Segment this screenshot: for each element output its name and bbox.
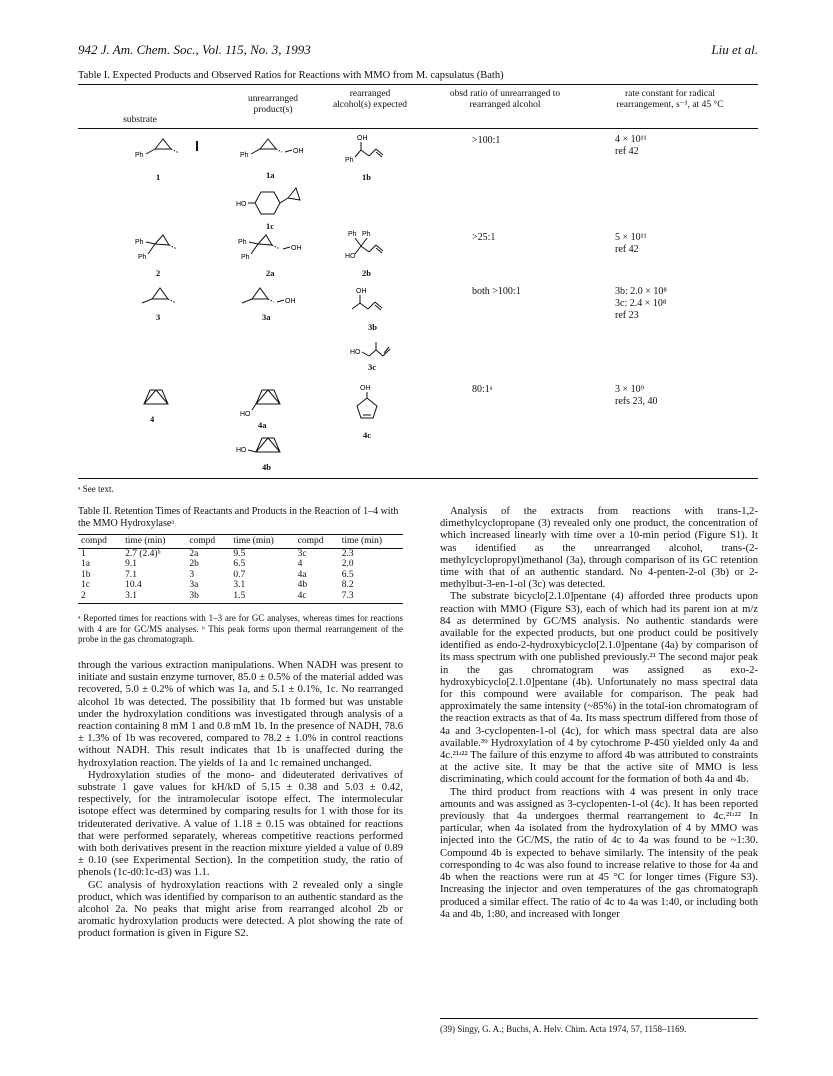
svg-text:OH: OH [293, 148, 304, 155]
col-rate: rate constant for radical rearrangement, s⁻¹, at 45 °C [616, 89, 724, 110]
left-column [78, 660, 403, 941]
table1-caption: Table I. Expected Products and Observed Ratios for Reactions with MMO from M. capsulatus (Bath) [78, 70, 504, 81]
structure-3c [350, 338, 405, 362]
structure-2b [345, 228, 405, 264]
rate-3c: 3c: 2.4 × 10⁸ [615, 298, 667, 309]
col-rearranged: rearranged alcohol(s) expected [332, 89, 408, 110]
rate-1-ref: ref 42 [615, 146, 639, 157]
paragraph: Hydroxylation studies of the mono- and dideuterated derivatives of substrate 1 gave values for kH/kD of 5.15 ± 0.38 and 5.03 ± 0.42, respectively, for the intramolecular isotope effect. The intermolecular isotope effect was determined by comparing results for 1 with those for its trideuterated derivative. A value of 1.18 ± 0.15 was obtained for reactions that were performed separately, whereas competitive reactions performed with both derivatives present in the reaction mixture yielded a value of 0.89 ± 0.10 (see Experimental Section). In the competition study, the ratio of phenols (1c-d0:1c-d3) was 1.1. [78, 769, 403, 879]
table1-footnote: ᵃ See text. [78, 484, 114, 494]
table1-header-rule [78, 128, 758, 129]
rate-4-ref: refs 23, 40 [615, 396, 658, 407]
right-column [440, 506, 758, 921]
table2 [78, 534, 403, 604]
col-substrate: substrate [123, 115, 157, 125]
svg-text:OH: OH [291, 245, 302, 252]
svg-text:OH: OH [285, 298, 296, 305]
table-row: 1 2.7 (2.4)ᵇ 2a 9.5 3c 2.3 [81, 548, 354, 559]
structure-4a [240, 384, 295, 418]
rate-2-ref: ref 42 [615, 244, 639, 255]
running-header [78, 42, 758, 60]
svg-text:Ph: Ph [241, 254, 250, 261]
svg-text:Ph: Ph [240, 152, 249, 159]
svg-text:HO: HO [350, 349, 361, 356]
structure-2 [135, 232, 195, 266]
ratio-2: >25:1 [472, 232, 496, 243]
table-row: 2 3.1 3b 1.5 4c 7.3 [78, 591, 403, 604]
svg-text:Ph: Ph [238, 239, 247, 246]
svg-text:Ph: Ph [135, 152, 144, 159]
paragraph: The substrate bicyclo[2.1.0]pentane (4) afforded three products upon reaction with MMO (Figure S3), each of which had its parent ion at m/z 84 as determined by GC/MS analysis. No authentic standards were available for the expected products, but one product could be positively identified as endo-2-hydroxybicyclo[2.1.0]pentane (4a) by comparison of its mass spectrum with one published previously.²¹ The second major peak in the gas chromatogram was assigned as exo-2-hydroxybicyclo[2.1.0]pentane (4b). Unfortunately no mass spectral data for this compound were available for comparison. The peak had approximately the same intensity (~85%) in the total-ion chromatogram of the reaction extracts as that of 4a. Its mass spectrum differed from those of 4a and 3-cyclopenten-1-ol (4c), for which mass spectral data are also available.³⁹ Hydroxylation of 4 by cytochrome P-450 yielded only 4a and 4c.²¹ʴ²² The failure of this enzyme to afford 4b was attributed to constraints at the active site. It may be that the active site of MMO is less discriminating, which could account for the formation of both 4a and 4b. [440, 591, 758, 786]
svg-text:Ph: Ph [138, 254, 147, 261]
svg-text:Ph: Ph [345, 157, 354, 164]
table-row: 1c 10.4 3a 3.1 4b 8.2 [81, 580, 354, 590]
rate-1: 4 × 10¹¹ [615, 134, 647, 145]
footnote-rule [440, 1018, 758, 1019]
paragraph: GC analysis of hydroxylation reactions with 2 revealed only a single product, which was identified by comparison to an authentic standard as the alcohol 2a. No peaks that might arise from rearranged alcohol 2b or aromatic hydroxylation products were detected. A plot showing the rate of product formation is given in Figure S2. [78, 879, 403, 940]
svg-text:HO: HO [345, 253, 356, 260]
svg-text:Ph: Ph [348, 231, 357, 238]
structure-1c [236, 184, 306, 224]
table1-bottom-rule [78, 478, 758, 479]
rate-2: 5 × 10¹¹ [615, 232, 647, 243]
svg-text:HO: HO [240, 411, 251, 418]
structure-4b [236, 432, 296, 460]
structure-3b [350, 285, 400, 319]
paragraph: Analysis of the extracts from reactions with trans-1,2-dimethylcyclopropane (3) revealed only one product, the concentration of which increased linearly with time over a 10-min period (Figure S1). It was identified as the unrearranged alcohol, trans-(2-methylcyclopropyl)methanol (3a), through comparison of its GC retention time with that of an authentic standard. No 4-penten-2-ol (3b) or 2-methylbut-3-en-1-ol (3c) was detected. [440, 506, 758, 591]
structure-2a [238, 232, 308, 266]
ratio-1: >100:1 [472, 135, 501, 146]
svg-text:Ph: Ph [135, 239, 144, 246]
svg-text:HO: HO [236, 447, 247, 454]
svg-text:Ph: Ph [362, 231, 371, 238]
table1-top-rule [78, 84, 758, 85]
journal-citation: 942 J. Am. Chem. Soc., Vol. 115, No. 3, 1993 [78, 42, 311, 57]
footnote-39: (39) Singy, G. A.; Buchs, A. Helv. Chim. Acta 1974, 57, 1158–1169. [440, 1024, 687, 1034]
structure-4 [140, 384, 180, 412]
paragraph: The third product from reactions with 4 was present in only trace amounts and was assigned as 3-cyclopenten-1-ol (4c). It has been reported previously that 4a undergoes thermal rearrangement to 4c.²¹ʴ²² In particular, when 4a isolated from the hydroxylation of 4 by MMO was injected into the GC/MS, the ratio of 4c to 4a was found to be ~1:30. Compound 4b is expected to behave similarly. The intensity of the peak corresponding to 4c was also found to increase relative to those for 4a and 4b when the reactions were run at 45 °C for longer times (Figure S3). Increasing the injector and oven temperatures of the gas chromatograph produced a similar effect. The ratio of 4c to 4a was 1:40, or including both 4a and 4b, 1:80, and increased with longer [440, 786, 758, 920]
col-ratio: obsd ratio of unrearranged to rearranged alcohol [449, 89, 561, 110]
table2-caption: Table II. Retention Times of Reactants and Products in the Reaction of 1–4 with the MMO Hydroxylaseᵃ [78, 506, 399, 529]
ratio-4: 80:1ᵃ [472, 384, 493, 395]
structure-3a [240, 285, 310, 309]
rate-4: 3 × 10⁹ [615, 384, 645, 395]
authors: Liu et al. [711, 42, 758, 57]
svg-text:OH: OH [356, 288, 367, 295]
col-unrearranged: unrearranged product(s) [247, 94, 299, 115]
ratio-3: both >100:1 [472, 286, 521, 297]
rate-3-ref: ref 23 [615, 310, 639, 321]
svg-text:HO: HO [236, 201, 247, 208]
structure-1b [345, 132, 405, 168]
paragraph: through the various extraction manipulations. When NADH was present to initiate and sustain enzyme turnover, 85.0 ± 0.5% of the material added was recovered, 5.0 ± 0.2% of which was 1a, and 5.1 ± 0.1%, 1c. No rearranged alcohol 1b was detected. The possibility that 1b formed but was unstable under the hydroxylation conditions was investigated through analysis of a reaction containing 8 mM 1 and 0.8 mM 1b. In the presence of NADH, 78.6 ± 1.3% of 1b was recovered, compared to 78.2 ± 1.0% in control reactions without NADH. This result indicates that 1b is unaffected during the hydroxylation reaction. The yields of 1a and 1c remained unchanged. [78, 660, 403, 769]
table-row: 1b 7.1 3 0.7 4a 6.5 [81, 569, 354, 580]
table2-header-row: compd time (min) compd time (min) compd time (min) [78, 535, 403, 549]
structure-1 [135, 135, 205, 165]
structure-3 [140, 285, 190, 309]
svg-text:OH: OH [360, 385, 371, 392]
structure-4c [355, 382, 395, 426]
table-row: 1a 9.1 2b 6.5 4 2.0 [81, 559, 354, 569]
structure-1a [240, 135, 310, 165]
rate-3b: 3b: 2.0 × 10⁸ [615, 286, 667, 297]
table2-footnote: ᵃ Reported times for reactions with 1–3 are for GC analyses, whereas times for reactions with 4 are for GC/MS analyses. ᵇ This peak forms upon thermal rearrangement of the probe in the gas chromatograph. [78, 613, 403, 644]
svg-text:OH: OH [357, 135, 368, 142]
